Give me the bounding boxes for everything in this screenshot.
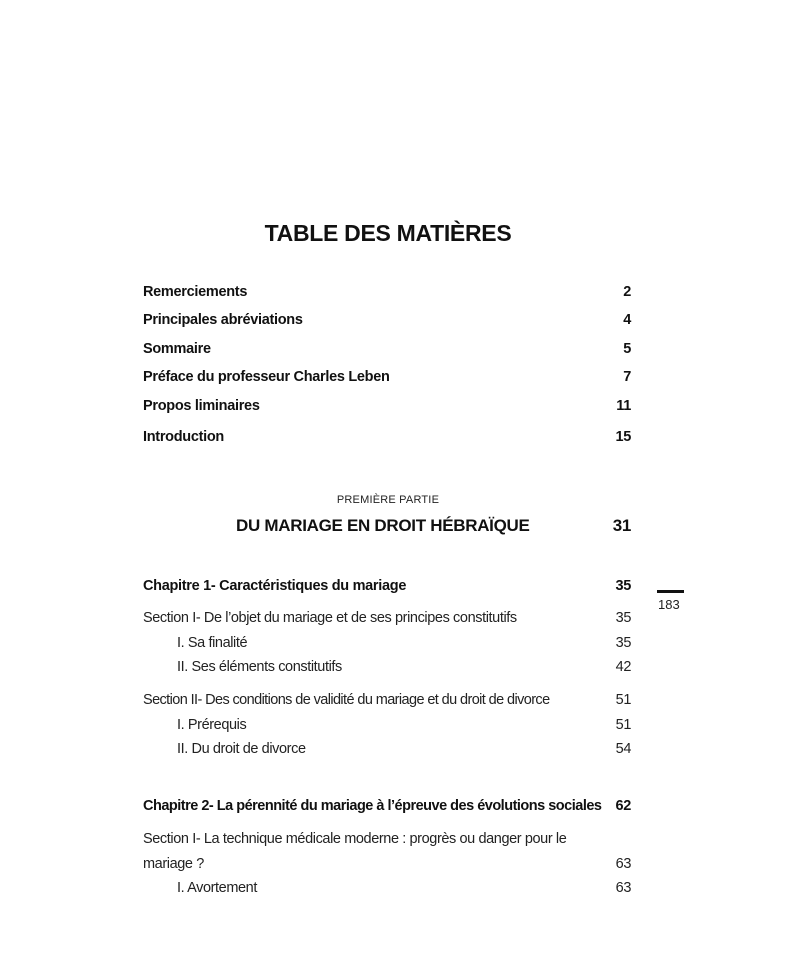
section-label: Section I- La technique médicale moderne : progrès ou danger pour le (143, 831, 567, 847)
toc-entry-page: 4 (623, 312, 631, 328)
toc-section-2-1-cont[interactable] (143, 852, 633, 876)
toc-chapter-1[interactable] (143, 574, 633, 598)
section-page: 35 (615, 610, 631, 626)
item-label: II. Ses éléments constitutifs (177, 659, 342, 675)
toc-entry-introduction[interactable] (143, 425, 633, 449)
chapter-page: 62 (615, 798, 631, 814)
toc-entry-page: 7 (623, 369, 631, 385)
item-page: 63 (615, 880, 631, 896)
section-label: Section I- De l’objet du mariage et de ses principes constitutifs (143, 610, 517, 626)
section-page: 51 (615, 692, 631, 708)
toc-section-1-2[interactable] (143, 688, 633, 712)
toc-entry-label: Introduction (143, 429, 224, 445)
toc-section-2-1[interactable] (143, 827, 633, 851)
folio-rule (657, 590, 684, 593)
toc-entry-page: 15 (615, 429, 631, 445)
page-number: 183 (658, 597, 680, 612)
section-page: 63 (615, 856, 631, 872)
toc-section-1-1[interactable] (143, 606, 633, 630)
toc-entry-page: 5 (623, 341, 631, 357)
toc-item[interactable] (143, 713, 633, 737)
toc-entry-page: 11 (616, 398, 631, 414)
toc-entry-label: Sommaire (143, 341, 211, 357)
chapter-label: Chapitre 1- Caractéristiques du mariage (143, 578, 407, 594)
item-page: 54 (615, 741, 631, 757)
toc-entry-sommaire[interactable] (143, 337, 633, 361)
toc-chapter-2[interactable] (143, 794, 633, 818)
toc-entry-label: Principales abréviations (143, 312, 303, 328)
item-label: I. Avortement (177, 880, 257, 896)
toc-item[interactable] (143, 737, 633, 761)
part-page: 31 (612, 516, 631, 535)
toc-entry-propos-liminaires[interactable] (143, 394, 633, 418)
chapter-page: 35 (615, 578, 631, 594)
toc-entry-label: Préface du professeur Charles Leben (143, 369, 390, 385)
toc-item[interactable] (143, 631, 633, 655)
item-label: I. Prérequis (177, 717, 247, 733)
toc-entry-abreviations[interactable] (143, 308, 633, 332)
toc-entry-remerciements[interactable] (143, 280, 633, 304)
part-title: DU MARIAGE EN DROIT HÉBRAÏQUE (236, 516, 530, 535)
item-page: 35 (615, 635, 631, 651)
section-label-cont: mariage ? (143, 856, 204, 872)
item-page: 42 (615, 659, 631, 675)
toc-entry-label: Propos liminaires (143, 398, 260, 414)
part-title-entry[interactable] (143, 513, 633, 539)
item-label: I. Sa finalité (177, 635, 248, 651)
item-label: II. Du droit de divorce (177, 741, 306, 757)
item-page: 51 (615, 717, 631, 733)
toc-entry-label: Remerciements (143, 284, 248, 300)
section-label: Section II- Des conditions de validité du mariage et du droit de divorce (143, 692, 550, 708)
toc-item[interactable] (143, 876, 633, 900)
toc-entry-preface[interactable] (143, 365, 633, 389)
chapter-label: Chapitre 2- La pérennité du mariage à l’épreuve des évolutions sociales (143, 798, 602, 814)
toc-entry-page: 2 (623, 284, 631, 300)
part-label: PREMIÈRE PARTIE (336, 494, 440, 506)
toc-item[interactable] (143, 655, 633, 679)
page-title: TABLE DES MATIÈRES (264, 220, 512, 246)
